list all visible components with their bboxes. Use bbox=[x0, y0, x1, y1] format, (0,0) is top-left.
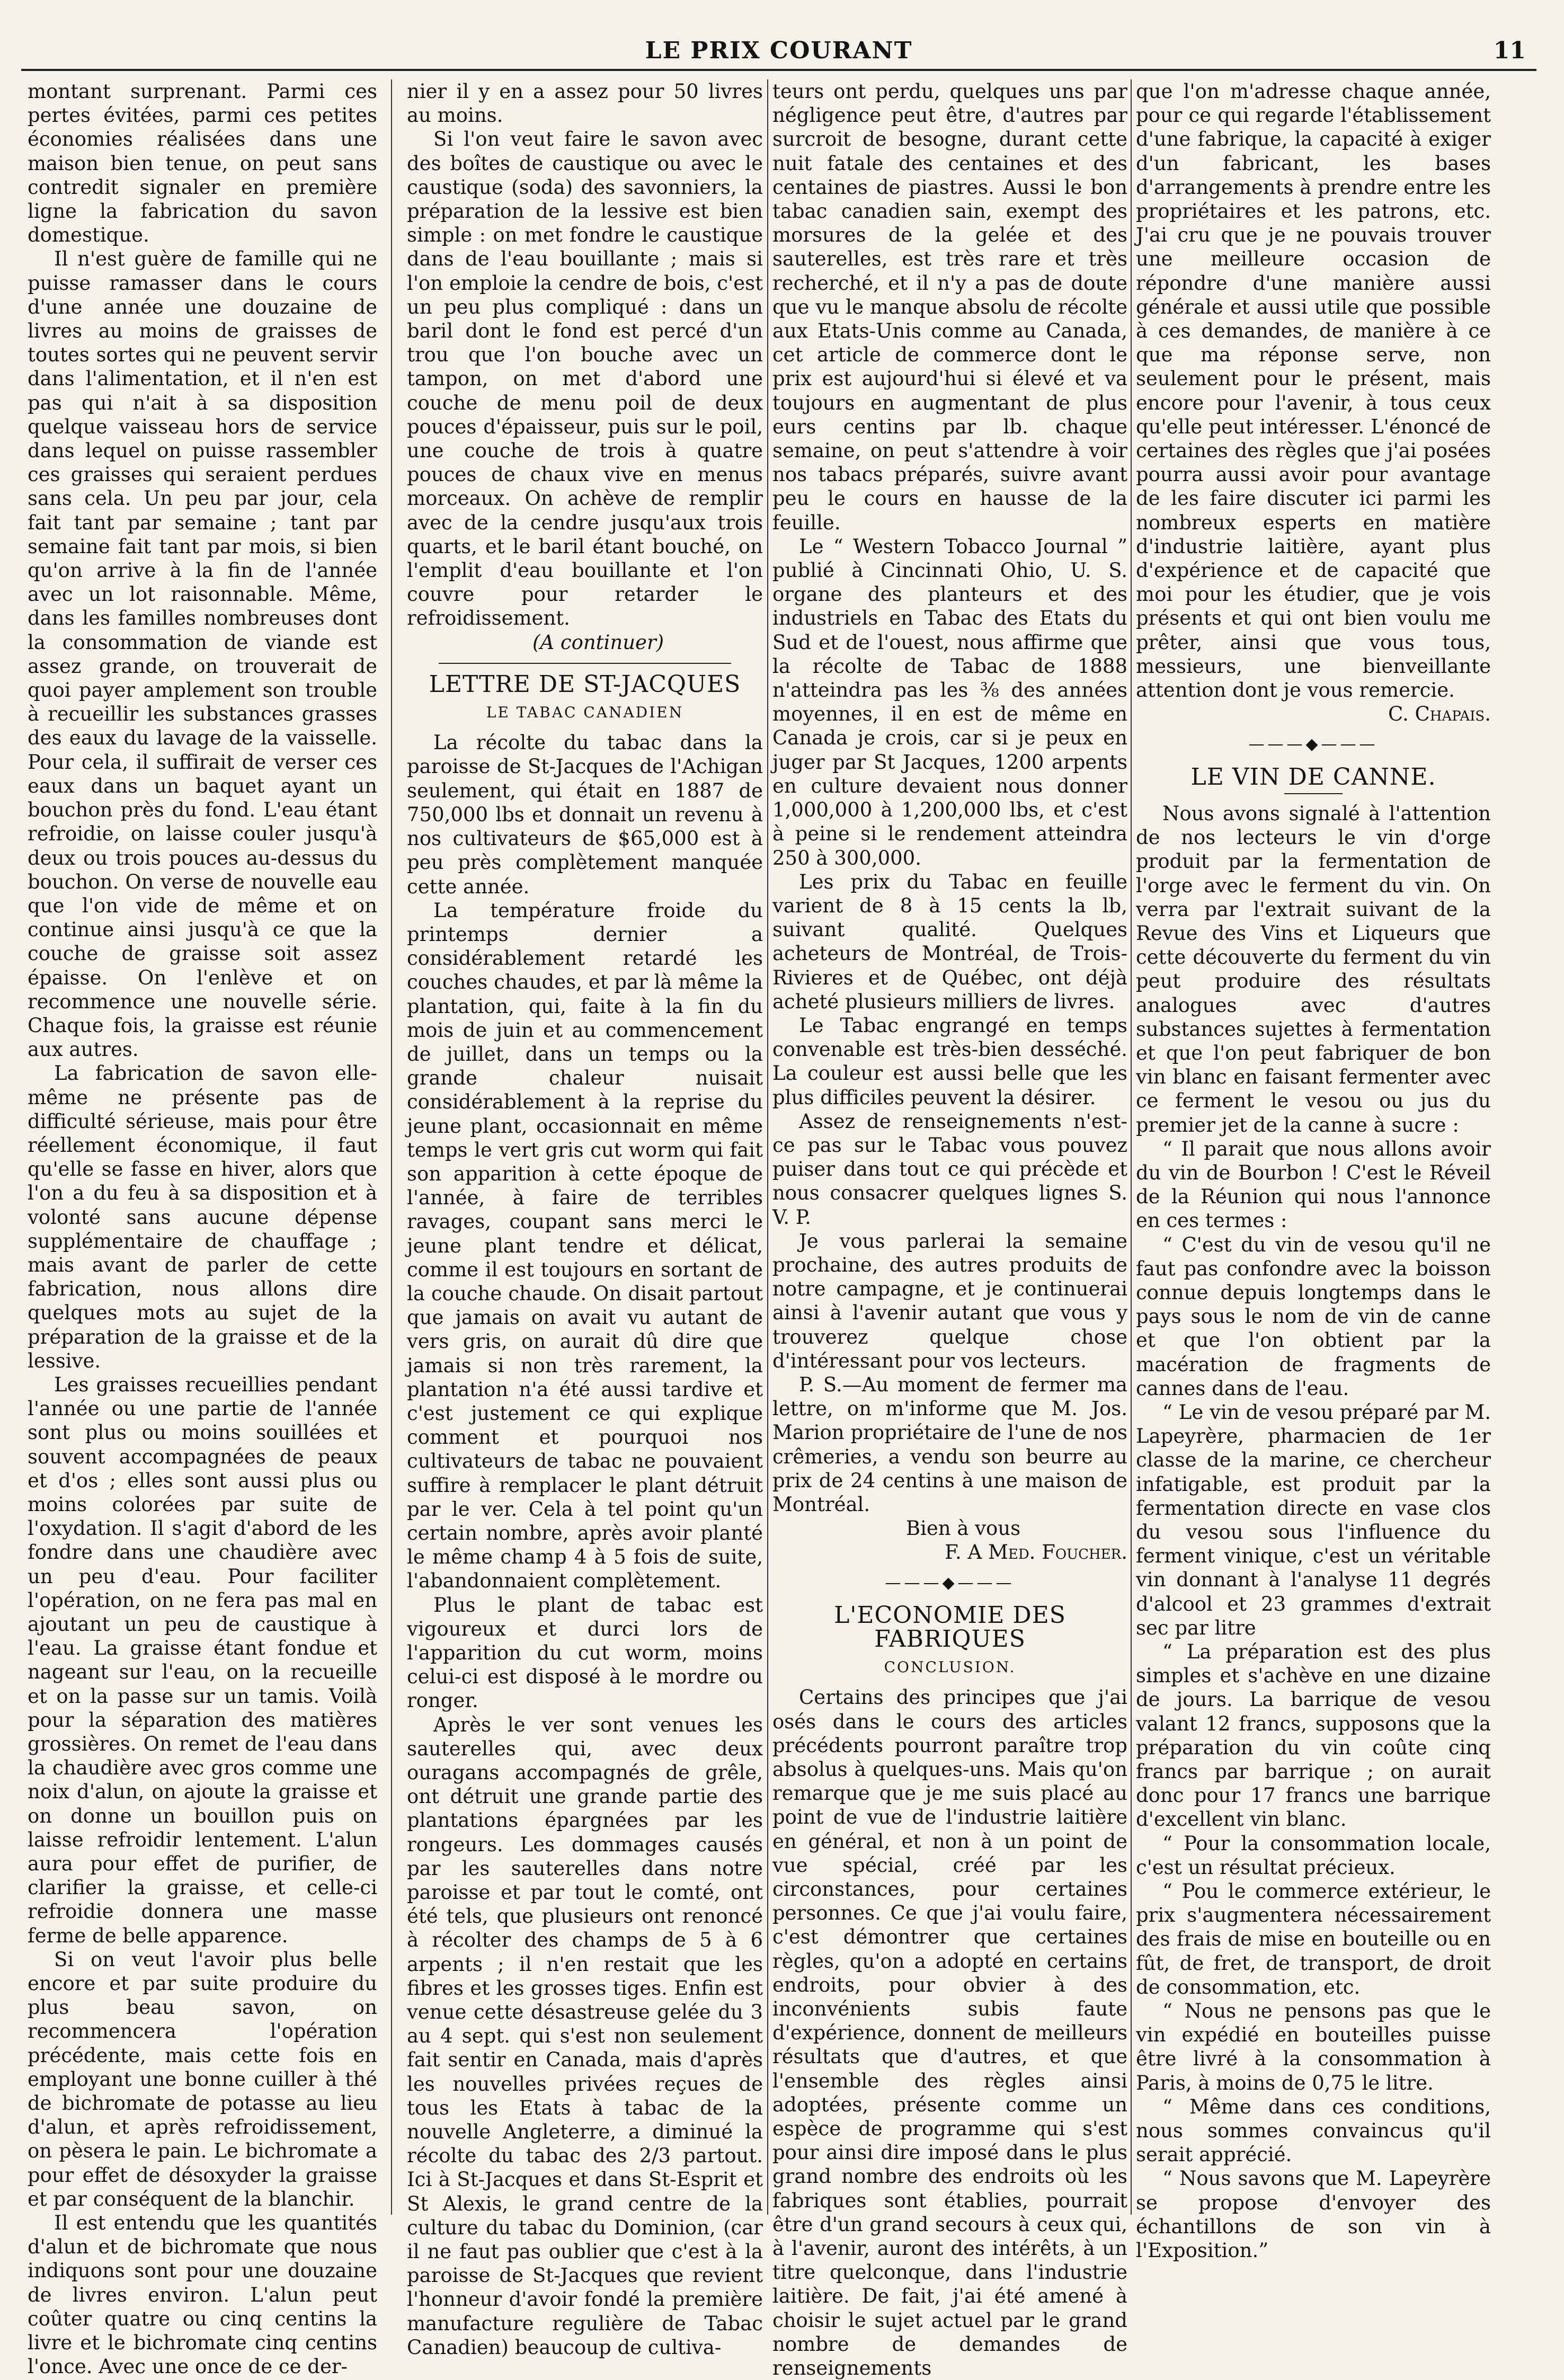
paragraph: Assez de renseignements n'est-ce pas sur le Tabac vous pouvez puiser dans tout ce qui précède et nous consacrer quelques lignes S. V. P. bbox=[772, 1109, 1127, 1229]
paragraph: “ Pou le commerce extérieur, le prix s'augmentera nécessairement des frais de mise en bouteille ou en fût, de fret, de transport, de droit de consommation, etc. bbox=[1136, 1880, 1491, 1999]
newspaper-title: LE PRIX COURANT bbox=[645, 37, 913, 64]
paragraph: “ C'est du vin de vesou qu'il ne faut pas confondre avec la boisson connue depuis longtemps dans le pays sous le nom de vin de canne et que l'on obtient par la macération de fragments de cannes dans de l'eau. bbox=[1136, 1233, 1491, 1400]
paragraph: montant surprenant. Parmi ces pertes évitées, parmi ces petites économies réalisées dans une maison bien tenue, on peut sans contredit signaler en première ligne la fabrication du savon domestique. bbox=[28, 80, 377, 247]
article-heading: LE VIN DE CANNE. bbox=[1190, 763, 1436, 791]
paragraph: La température froide du printemps dernier a considérablement retardé les couches chaudes, et par là même la plantation, qui, faite à la fin du mois de juin et au commencement de juillet, dans un temps ou la grande chaleur nuisait considérablement à la reprise du jeune plant, occasionnait en même temps le vert gris cut worm qui fait son apparition à cette époque de l'année, à faire de terribles ravages, coupant sans merci le jeune plant tendre et délicat, comme il est toujours en sortant de la couche chaude. On disait partout que jamais on avait vu autant de vers gris, on aurait dû dire que jamais si non très rarement, la plantation n'a été aussi tardive et c'est justement ce qui explique comment et pourquoi nos cultivateurs de tabac ne pouvaient suffire à remplacer le plant détruit par le ver. Cela à tel point qu'un certain nombre, après avoir planté le même champ 4 à 5 fois de suite, l'abandonnaient complètement. bbox=[407, 899, 763, 1593]
column-4 bbox=[1136, 79, 1491, 2262]
page-header bbox=[21, 32, 1536, 71]
paragraph: Si on veut l'avoir plus belle encore et par suite produire du plus beau savon, on recommencera l'opération précédente, mais cette fois en employant une bonne cuiller à thé de bichromate de potasse au lieu d'alun, et après refroidissement, on pèsera le pain. Le bichromate a pour effet de désoxyder la graisse et par conséquent de la blanchir. bbox=[28, 1948, 377, 2210]
paragraph: Je vous parlerai la semaine prochaine, des autres produits de notre campagne, et je continuerai ainsi à l'avenir autant que vous y trouverez quelque chose d'intéressant pour vos lecteurs. bbox=[772, 1229, 1127, 1372]
paragraph: Les graisses recueillies pendant l'année ou une partie de l'année sont plus ou moins souillées et souvent accompagnées de peaux et d'os ; elles sont aussi plus ou moins colorées par suite de l'oxydation. Il s'agit d'abord de les fondre dans une chaudière avec un peu d'eau. Pour faciliter l'opération, on ne fera pas mal en ajoutant un peu de caustique à l'eau. La graisse étant fondue et nageant sur l'eau, on la recueille et on la passe sur un tamis. Voilà pour la séparation des matières grossières. On remet de l'eau dans la chaudière avec gros comme une noix d'alun, on ajoute la graisse et on donne un bouillon puis on laisse refroidir lentement. L'alun aura pour effet de purifier, de clarifier la graisse, et celle-ci refroidie donnera une masse ferme de belle apparence. bbox=[28, 1373, 377, 1947]
column-1 bbox=[28, 79, 377, 2378]
heading-underline bbox=[1284, 793, 1343, 794]
article-heading: L'ECONOMIE DES FABRIQUES bbox=[834, 1601, 1066, 1653]
paragraph: La récolte du tabac dans la paroisse de St-Jacques de l'Achigan seulement, qui était en 1887 de 750,000 lbs et donnait un revenu à nos cultivateurs de $65,000 est à peu près complètement manquée cette année. bbox=[407, 731, 763, 898]
paragraph: nier il y en a assez pour 50 livres au moins. bbox=[407, 80, 763, 127]
paragraph: Certains des principes que j'ai osés dans le cours des articles précédents pourront paraître trop absolus à quelques-uns. Mais qu'on remarque que je me suis placé au point de vue de l'industrie laitière en général, et non à un point de vue spécial, créé par les circonstances, pour certaines personnes. Ce que j'ai voulu faire, c'est démontrer que certaines règles, qu'on a adopté en certains endroits, pour obvier à des inconvénients subis faute d'expérience, donnent de meilleurs résultats que d'autres, et que l'ensemble des règles ainsi adoptées, présente comme un espèce de programme qui s'est pour ainsi dire imposé dans le plus grand nombre des endroits où les fabriques sont établies, pourrait être d'un grand secours à ceux qui, à l'avenir, auront des intérêts, à un titre quelconque, dans l'industrie laitière. De fait, j'ai été amené à choisir le sujet actuel par le grand nombre de demandes de renseignements bbox=[772, 1686, 1127, 2380]
article-subheading: LE TABAC CANADIEN bbox=[486, 704, 684, 722]
letter-closing: Bien à vous bbox=[905, 1517, 1021, 1540]
paragraph: “ Le vin de vesou préparé par M. Lapeyrère, pharmacien de 1er classe de la marine, ce chercheur infatigable, est produit par la fermentation directe en vase clos du vesou sous l'influence du ferment vinique, c'est un véritable vin donnant à l'analyse 11 degrés d'alcool et 23 grammes d'extrait sec par litre bbox=[1136, 1400, 1491, 1639]
ornament-divider: ———◆——— bbox=[1248, 735, 1379, 754]
column-rule bbox=[1131, 79, 1132, 2215]
paragraph: “ Pour la consommation locale, c'est un résultat précieux. bbox=[1136, 1832, 1491, 1879]
page-number: 11 bbox=[1493, 37, 1526, 64]
paragraph: Après le ver sont venues les sauterelles qui, avec deux ouragans accompagnés de grêle, ont détruit une grande partie des plantations épargnées par les rongeurs. Les dommages causés par les sauterelles dans notre paroisse et par tout le comté, ont été tels, que plusieurs ont renoncé à récolter des champs de 5 à 6 arpents ; il n'en restait que les fibres et les grosses tiges. Enfin est venue cette désastreuse gelée du 3 au 4 sept. qui s'est non seulement fait sentir en Canada, mais d'après les nouvelles privées reçues de tous les Etats à tabac de la nouvelle Angleterre, a diminué la récolte du tabac des 2/3 partout. Ici à St-Jacques et dans St-Esprit et St Alexis, le grand centre de la culture du tabac du Dominion, (car il ne faut pas oublier que c'est à la paroisse de St-Jacques que revient l'honneur d'avoir fondé la première manufacture regulière de Tabac Canadien) beaucoup de cultiva- bbox=[407, 1713, 763, 2359]
paragraph: La fabrication de savon elle-même ne présente pas de difficulté sérieuse, mais pour être réellement économique, il faut qu'elle se fasse en hiver, alors que l'on a du feu à sa disposition et à volonté sans aucune dépense supplémentaire de chauffage ; mais avant de parler de cette fabrication, nous allons dire quelques mots au sujet de la préparation de la graisse et de la lessive. bbox=[28, 1062, 377, 1372]
paragraph: “ Il parait que nous allons avoir du vin de Bourbon ! C'est le Réveil de la Réunion qui nous l'annonce en ces termes : bbox=[1136, 1137, 1491, 1232]
paragraph: Le “ Western Tobacco Journal ” publié à Cincinnati Ohio, U. S. organe des planteurs et des industriels en Tabac des Etats du Sud et de l'ouest, nous affirme que la récolte de Tabac de 1888 n'atteindra pas les ⅜ des années moyennes, il en est de même en Canada je crois, car si je peux en juger par St Jacques, 1200 arpents en culture devaient nous donner 1,000,000 à 1,200,000 lbs, et c'est à peine si le rendement atteindra 250 à 300,000. bbox=[772, 535, 1127, 869]
paragraph: Les prix du Tabac en feuille varient de 8 à 15 cents la lb, suivant qualité. Quelques acheteurs de Montréal, de Trois-Rivieres et de Québec, ont déjà acheté plusieurs milliers de livres. bbox=[772, 870, 1127, 1013]
article-signature: C. Chapais. bbox=[1388, 703, 1491, 726]
paragraph: Il est entendu que les quantités d'alun et de bichromate que nous indiquons sont pour une douzaine de livres environ. L'alun peut coûter quatre ou cinq centins la livre et le bichromate cinq centins l'once. Avec une once de ce der- bbox=[28, 2212, 377, 2378]
paragraph: “ Nous savons que M. Lapeyrère se propose d'envoyer des échantillons de son vin à l'Exposition.” bbox=[1136, 2167, 1491, 2262]
continued-note: (A continuer) bbox=[532, 630, 664, 654]
paragraph: Si l'on veut faire le savon avec des boîtes de caustique ou avec le caustique (soda) des savonniers, la préparation de la lessive est bien simple : on met fondre le caustique dans de l'eau bouillante ; mais si l'on emploie la cendre de bois, c'est un peu plus compliqué : dans un baril dont le fond est percé d'un trou que l'on bouche avec un tampon, on met d'abord une couche de menu poil de deux pouces d'épaisseur, puis sur le poil, une couche de trois à quatre pouces de chaux vive en menus morceaux. On achève de remplir avec de la cendre jusqu'aux trois quarts, et le baril étant bouché, on l'emplit d'eau bouillante et l'on couvre pour retarder le refroidissement. bbox=[407, 128, 763, 630]
ornament-divider: ———◆——— bbox=[885, 1573, 1015, 1592]
paragraph: P. S.—Au moment de fermer ma lettre, on m'informe que M. Jos. Marion propriétaire de l'une de nos crêmeries, a vendu son beurre au prix de 24 centins à une maison de Montréal. bbox=[772, 1373, 1127, 1516]
paragraph: teurs ont perdu, quelques uns par négligence peut être, d'autres par surcroit de besogne, durant cette nuit fatale des centaines et des centaines de piastres. Aussi le bon tabac canadien sain, exempt des morsures de la gelée et des sauterelles, est très rare et très recherché, et il n'y a pas de doute que vu le manque absolu de récolte aux Etats-Unis comme au Canada, cet article de commerce dont le prix est aujourd'hui si élevé et va toujours en augmentant de plus eurs centins par lb. chaque semaine, on peut s'attendre à voir nos tabacs préparés, suivre avant peu le cours en hausse de la feuille. bbox=[772, 80, 1127, 534]
paragraph: Plus le plant de tabac est vigoureux et durci lors de l'apparition du cut worm, moins celui-ci est disposé à le mordre ou ronger. bbox=[407, 1593, 763, 1712]
paragraph: “ Nous ne pensons pas que le vin expédié en bouteilles puisse être livré à la consommation à Paris, à moins de 0,75 le litre. bbox=[1136, 2000, 1491, 2094]
paragraph: Il n'est guère de famille qui ne puisse ramasser dans le cours d'une année une douzaine de livres au moins de graisses de toutes sortes qui ne peuvent servir dans l'alimentation, et il n'en est pas qui n'ait à sa disposition quelque vaisseau hors de service dans lequel on puisse rassembler ces graisses qui seraient perdues sans cela. Un peu par jour, cela fait tant par semaine ; tant par semaine fait tant par mois, si bien qu'on arrive à la fin de l'année avec un lot raisonnable. Même, dans les familles nombreuses dont la consommation de viande est assez grande, on trouverait de quoi payer amplement son trouble à recueillir les substances grasses des eaux du lavage de la vaisselle. Pour cela, il suffirait de verser ces eaux dans un baquet ayant un bouchon près du fond. L'eau étant refroidie, on laisse couler jusqu'à deux ou trois pouces au-dessus du bouchon. On verse de nouvelle eau que l'on vide de même et on continue ainsi jusqu'à ce que la couche de graisse soit assez épaisse. On l'enlève et on recommence une nouvelle série. Chaque fois, la graisse est réunie aux autres. bbox=[28, 247, 377, 1061]
paragraph: que l'on m'adresse chaque année, pour ce qui regarde l'établissement d'une fabrique, la capacité à exiger d'un fabricant, les bases d'arrangements à prendre entre les propriétaires et les patrons, etc. J'ai cru que je ne pouvais trouver une meilleure occasion de répondre d'une manière aussi générale et aussi utile que possible à ces demandes, de manière à ce que ma réponse serve, non seulement pour le présent, mais encore pour l'avenir, à tous ceux qu'elle peut intéresser. L'énoncé de certaines des règles que j'ai posées pourra aussi avoir pour avantage de les faire discuter ici parmi les nombreux esperts en matière d'industrie laitière, ayant plus d'expérience et de capacité que moi pour les étudier, que je vois présents et qui ont bien voulu me prêter, ainsi que vous tous, messieurs, une bienveillante attention dont je vous remercie. bbox=[1136, 80, 1491, 702]
letter-signature: F. A Med. Foucher. bbox=[945, 1541, 1127, 1564]
column-2 bbox=[407, 79, 763, 2359]
column-rule bbox=[391, 79, 392, 2215]
paragraph: “ La préparation est des plus simples et s'achève en une dizaine de jours. La barrique de vesou valant 12 francs, supposons que la préparation du vin coûte cinq francs par barrique ; on aurait donc pour 17 francs une barrique d'excellent vin blanc. bbox=[1136, 1640, 1491, 1831]
paragraph: Le Tabac engrangé en temps convenable est très-bien desséché. La couleur est aussi belle que les plus difficiles peuvent la désirer. bbox=[772, 1014, 1127, 1109]
column-3 bbox=[772, 79, 1127, 2380]
section-divider bbox=[439, 663, 731, 664]
paragraph: Nous avons signalé à l'attention de nos lecteurs le vin d'orge produit par la fermentation de l'orge avec le ferment du vin. On verra par l'extrait suivant de la Revue des Vins et Liqueurs que cette découverte du ferment du vin peut produire des résultats analogues avec d'autres substances sujettes à fermentation et que l'on peut fabriquer de bon vin blanc en faisant fermenter avec ce ferment le vesou ou jus du premier jet de la canne à sucre : bbox=[1136, 802, 1491, 1136]
paragraph: “ Même dans ces conditions, nous sommes convaincus qu'il serait apprécié. bbox=[1136, 2095, 1491, 2166]
article-heading: LETTRE DE ST-JACQUES bbox=[429, 670, 741, 698]
column-rule bbox=[767, 79, 768, 2215]
article-subheading: CONCLUSION. bbox=[884, 1658, 1016, 1676]
